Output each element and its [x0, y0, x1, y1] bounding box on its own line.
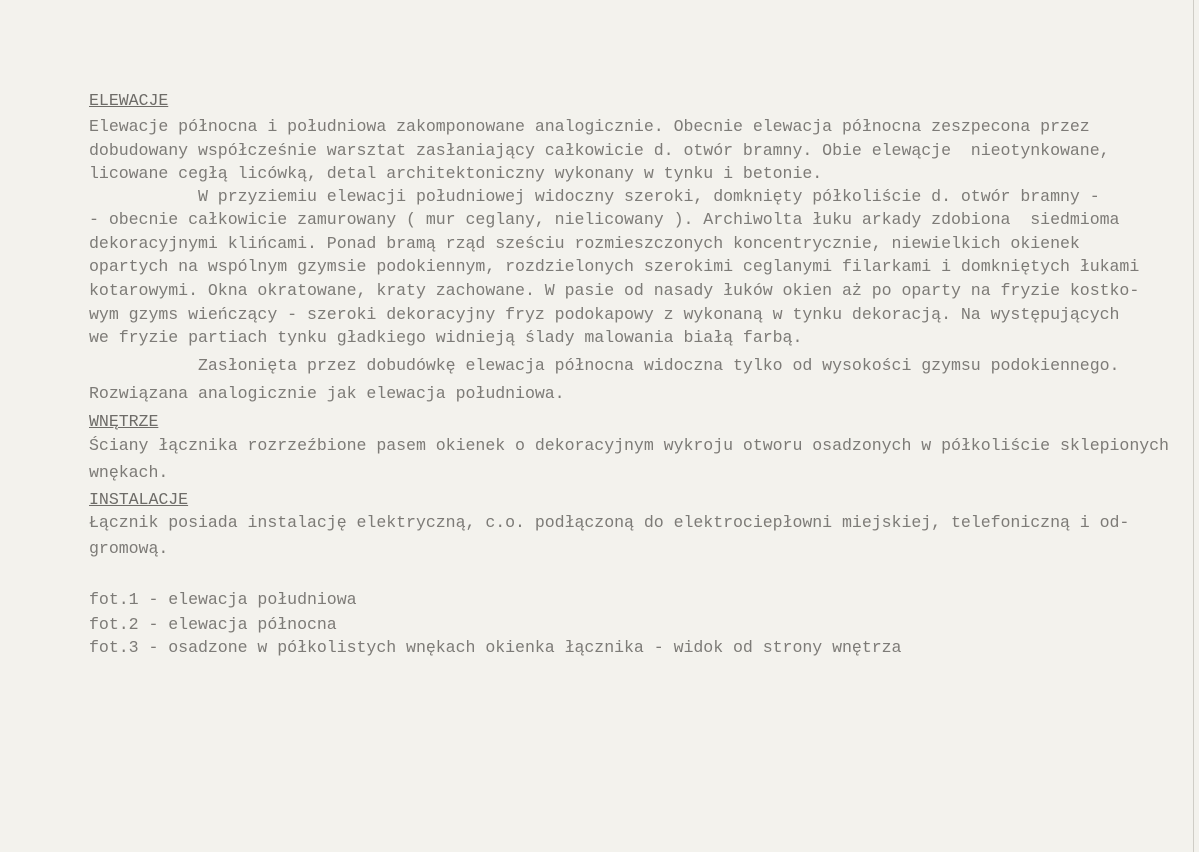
- text-line: W przyziemiu elewacji południowej widoczny szeroki, domknięty półkoliście d. otwór bramny -: [89, 187, 1100, 206]
- text-line: Elewacje północna i południowa zakomponowane analogicznie. Obecnie elewacja północna zeszpecona przez: [89, 117, 1090, 136]
- text-line: Łącznik posiada instalację elektryczną, c.o. podłączoną do elektrociepłowni miejskiej, telefoniczną i od-: [89, 513, 1130, 532]
- text-line: Rozwiązana analogicznie jak elewacja południowa.: [89, 384, 565, 403]
- text-line: opartych na wspólnym gzymsie podokiennym, rozdzielonych szerokimi ceglanymi filarkami i domkniętych łukami: [89, 257, 1140, 276]
- text-line: Zasłonięta przez dobudówkę elewacja północna widoczna tylko od wysokości gzymsu podokiennego.: [89, 356, 1120, 375]
- text-line: kotarowymi. Okna okratowane, kraty zachowane. W pasie od nasady łuków okien aż po oparty na fryzie kostko-: [89, 281, 1140, 300]
- photo-caption: fot.3 - osadzone w półkolistych wnękach okienka łącznika - widok od strony wnętrza: [89, 638, 902, 657]
- photo-caption: fot.1 - elewacja południowa: [89, 590, 357, 609]
- text-line: licowane cegłą licówką, detal architektoniczny wykonany w tynku i betonie.: [89, 164, 823, 183]
- text-line: wnękach.: [89, 463, 169, 482]
- heading-instalacje: INSTALACJE: [89, 490, 189, 509]
- text-line: dekoracyjnymi klińcami. Ponad bramą rząd sześciu rozmieszczonych koncentrycznie, niewielkich okienek: [89, 234, 1080, 253]
- photo-caption: fot.2 - elewacja północna: [89, 615, 337, 634]
- page-edge: [1193, 0, 1194, 852]
- text-line: dobudowany współcześnie warsztat zasłaniający całkowicie d. otwór bramny. Obie elewącje nieotynkowane,: [89, 141, 1110, 160]
- text-line: - obecnie całkowicie zamurowany ( mur ceglany, nielicowany ). Archiwolta łuku arkady zdobiona siedmioma: [89, 210, 1120, 229]
- heading-elewacje: ELEWACJE: [89, 91, 169, 110]
- text-line: gromową.: [89, 539, 169, 558]
- heading-wnetrze: WNĘTRZE: [89, 412, 159, 431]
- text-line: wym gzyms wieńczący - szeroki dekoracyjny fryz podokapowy z wykonaną w tynku dekoracją. Na występujących: [89, 305, 1120, 324]
- text-line: Ściany łącznika rozrzeźbione pasem okienek o dekoracyjnym wykroju otworu osadzonych w półkoliście sklepionych: [89, 436, 1169, 455]
- text-line: we fryzie partiach tynku gładkiego widnieją ślady malowania białą farbą.: [89, 328, 803, 347]
